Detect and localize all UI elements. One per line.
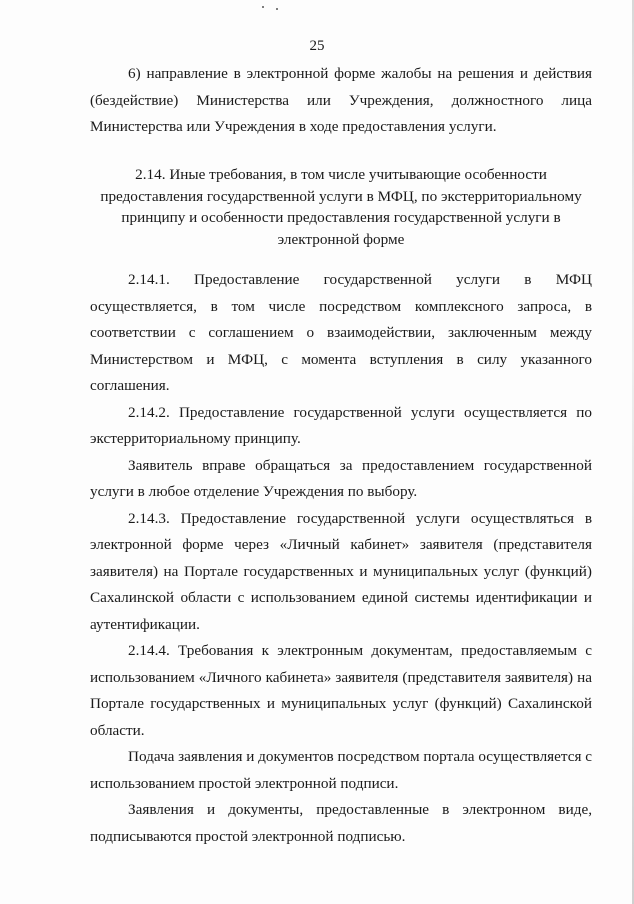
- page-number: 25: [309, 38, 325, 54]
- scan-speck: [276, 8, 278, 10]
- paragraph-signature: Заявления и документы, предоставленные в электронном виде, подписываются простой электронной подписью.: [90, 801, 592, 845]
- paragraph-2-14-2: 2.14.2. Предоставление государственной услуги осуществляется по экстерриториальному принципу.: [90, 403, 592, 447]
- section-heading: 2.14. Иные требования, в том числе учитывающие особенности предоставления государственной услуги в МФЦ, по экстерриториальному принципу и особенности предоставления государственной услуги в электронной форме: [100, 166, 582, 248]
- paragraph-complaint: 6) направление в электронной форме жалобы на решения и действия (бездействие) Министерства или Учреждения, должностного лица Министерства или Учреждения в ходе предоставления услуги.: [90, 65, 592, 135]
- paragraph-portal-submission: Подача заявления и документов посредством портала осуществляется с использованием простой электронной подписи.: [90, 748, 592, 792]
- paragraph-applicant-right: Заявитель вправе обращаться за предоставлением государственной услуги в любое отделение Учреждения по выбору.: [90, 456, 592, 500]
- scan-speck: [262, 6, 264, 8]
- paragraph-2-14-3: 2.14.3. Предоставление государственной услуги осуществляться в электронной форме через «Личный кабинет» заявителя (представителя заявителя) на Портале государственных и муниципальных услуг (функций) Сахалинской области с использованием единой системы идентификации и аутентификации.: [90, 509, 592, 633]
- paragraph-2-14-1: 2.14.1. Предоставление государственной услуги в МФЦ осуществляется, в том числе посредством комплексного запроса, в соответствии с соглашением о взаимодействии, заключенным между Министерством и МФЦ, с момента вступления в силу указанного соглашения.: [90, 271, 592, 394]
- main-section: [90, 267, 592, 850]
- paragraph-2-14-4: 2.14.4. Требования к электронным документам, предоставляемым с использованием «Личного кабинета» заявителя (представителя заявителя) на Портале государственных и муниципальных услуг (функций) Сахалинской области.: [90, 642, 592, 739]
- top-section: [90, 61, 592, 141]
